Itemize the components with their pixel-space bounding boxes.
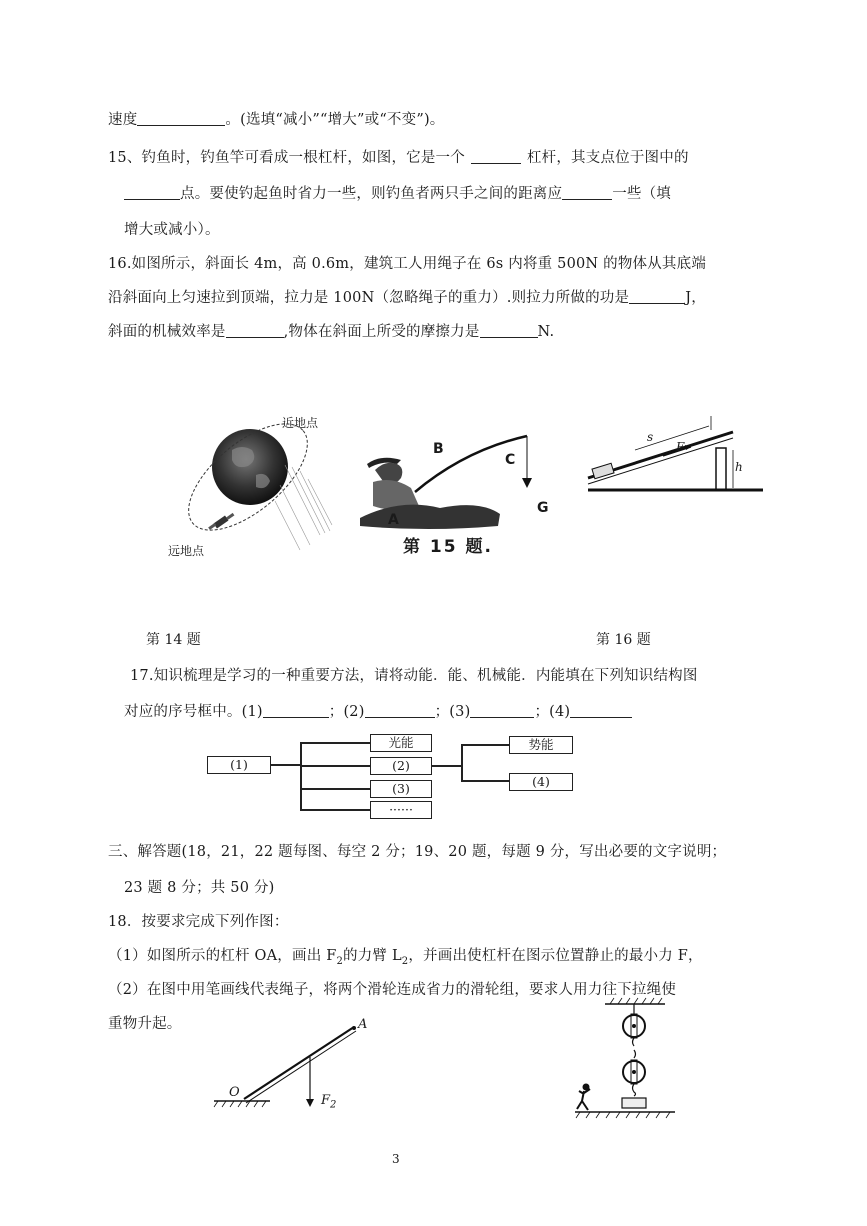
lever-figure (210, 1015, 380, 1115)
rocks-shore (360, 505, 500, 529)
box-light-energy: 光能 (370, 734, 432, 752)
q14-prefix: 速度 (108, 112, 138, 128)
incline-illustration (583, 410, 768, 500)
section-3-heading-cont: 23 题 8 分；共 50 分) (124, 880, 275, 896)
q18-part1: （1）如图所示的杠杆 OA，画出 $F_2$的力臂 $L_2$，并画出使杠杆在图示位置静止的最小力 F， (108, 948, 703, 967)
answer-blank[interactable] (263, 703, 329, 718)
label-s: s (647, 430, 654, 444)
figure-14-caption: 第 14 题 (146, 632, 201, 648)
figure-16-caption: 第 16 题 (596, 632, 651, 648)
box-3[interactable]: (3) (370, 780, 432, 798)
label-h: h (735, 460, 743, 474)
q15-line3: 增大或减小）。 (124, 222, 220, 238)
fishing-illustration (355, 430, 565, 535)
label-f2: $F_2$ (321, 1093, 337, 1111)
q14-tail (108, 108, 445, 129)
answer-blank[interactable] (629, 289, 685, 304)
q16-line3: 斜面的机械效率是 ,物体在斜面上所受的摩擦力是 N. (108, 324, 555, 340)
q16-line1: 16.如图所示，斜面长 4m，高 0.6m，建筑工人用绳子在 6s 内将重 500N 的物体从其底端 (108, 256, 707, 272)
figure-15-caption: 第 15 题. (403, 537, 493, 557)
perigee-label: 近地点 (282, 416, 319, 430)
q15-line1: 15、钓鱼时，钓鱼竿可看成一根杠杆，如图，它是一个 杠杆，其支点位于图中的 (108, 150, 689, 166)
apogee-label: 远地点 (168, 544, 205, 558)
q17-line2: 对应的序号框中。(1) ；(2) ；(3) ；(4) (124, 700, 632, 721)
answer-blank[interactable] (570, 703, 632, 718)
force-arrow-icon (522, 478, 532, 488)
earth-icon (212, 429, 288, 505)
answer-blank[interactable] (137, 111, 225, 126)
answer-blank[interactable] (480, 323, 538, 338)
q15-line2: 点。要使钓起鱼时省力一些，则钓鱼者两只手之间的距离应 一些（填 (124, 182, 671, 203)
section-3-heading: 三、解答题(18，21，22 题每图、每空 2 分；19、20 题，每题 9 分，写出必要的文字说明； (108, 844, 727, 860)
box-1[interactable]: (1) (207, 756, 271, 774)
q16-line2: 沿斜面向上匀速拉到顶端，拉力是 100N（忽略绳子的重力）.则拉力所做的功是 J， (108, 290, 706, 306)
label-a: A (388, 512, 399, 528)
q18-part2-line2: 重物升起。 (108, 1016, 182, 1032)
page-number: 3 (392, 1152, 400, 1166)
answer-blank[interactable] (124, 185, 180, 200)
q18-part2-line1: （2）在图中用笔画线代表绳子，将两个滑轮连成省力的滑轮组，要求人用力往下拉绳使 (108, 982, 677, 998)
answer-blank[interactable] (562, 185, 612, 200)
lever-oa (244, 1027, 354, 1099)
answer-blank[interactable] (471, 149, 521, 164)
label-c: C (505, 452, 516, 468)
label-b: B (433, 441, 444, 457)
person-pulling-icon (577, 1084, 590, 1111)
box-more: ······ (370, 801, 432, 819)
label-a-lever: A (358, 1017, 368, 1032)
box-2[interactable]: (2) (370, 757, 432, 775)
box-potential-energy: 势能 (509, 736, 573, 754)
satellite-icon (208, 513, 234, 530)
q14-suffix: 。(选填“减小”“增大”或“不变”)。 (225, 112, 445, 128)
label-g: G (537, 500, 549, 516)
box-4[interactable]: (4) (509, 773, 573, 791)
figure-16-incline (583, 410, 768, 500)
pulley-figure (570, 996, 680, 1121)
pulley-system-illustration (570, 996, 680, 1121)
weight-block-icon (622, 1098, 646, 1108)
support-post (716, 448, 726, 490)
figure-15-fishing-rod (355, 430, 565, 535)
answer-blank[interactable] (365, 703, 435, 718)
lever-illustration (210, 1015, 380, 1115)
label-f: F (676, 440, 685, 454)
q17-line1: 17.知识梳理是学习的一种重要方法，请将动能．能、机械能．内能填在下列知识结构图 (130, 668, 698, 684)
answer-blank[interactable] (226, 323, 284, 338)
q18-title: 18．按要求完成下列作图： (108, 914, 289, 930)
answer-blank[interactable] (470, 703, 534, 718)
label-o: O (229, 1085, 240, 1100)
arrow-down-icon (306, 1099, 314, 1107)
